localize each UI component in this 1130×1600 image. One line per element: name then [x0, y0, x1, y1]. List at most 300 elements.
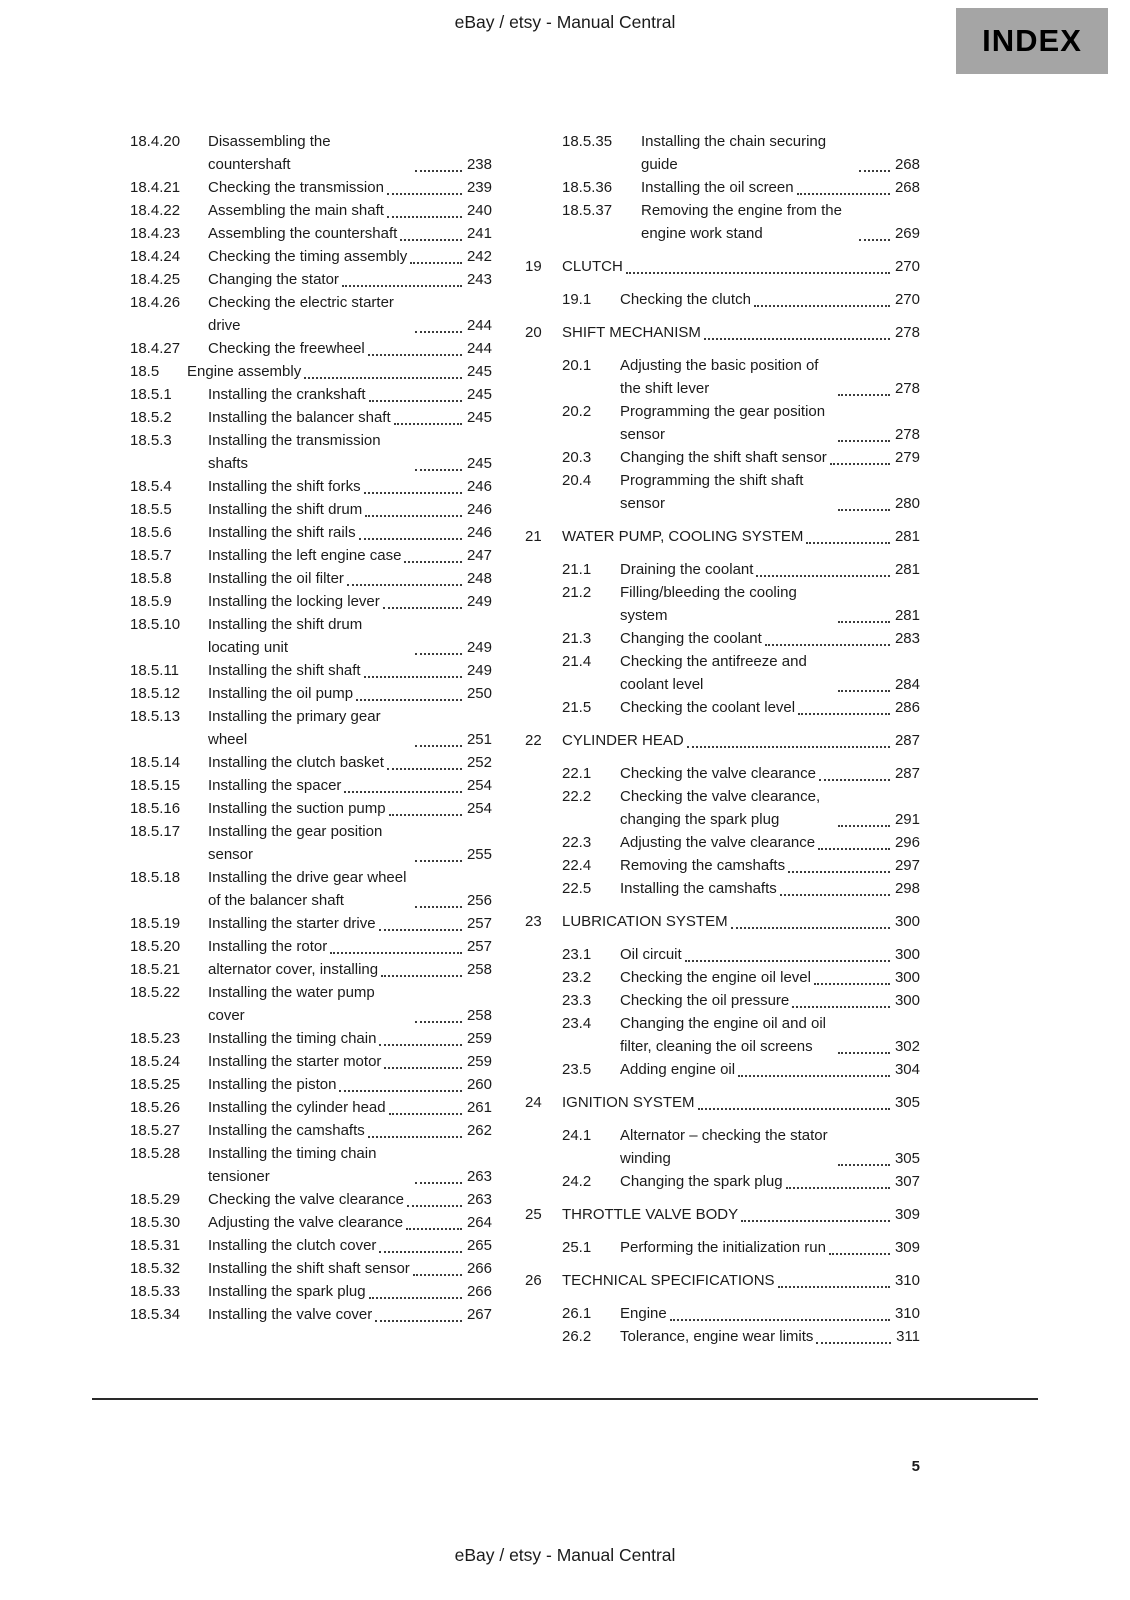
- toc-entry-body: [208, 1257, 492, 1280]
- footer-rule: [92, 1398, 1038, 1400]
- entry-page: 268: [894, 179, 920, 196]
- entry-number: 18.5.9: [130, 593, 172, 610]
- toc-entry: [130, 1211, 492, 1234]
- dot-leader: [685, 960, 890, 962]
- toc-entry-body: [620, 1170, 920, 1193]
- dot-leader: [394, 423, 462, 425]
- toc-entry: [562, 176, 920, 199]
- entry-page: 254: [466, 800, 492, 817]
- dot-leader: [797, 193, 890, 195]
- entry-page: 241: [466, 225, 492, 242]
- toc-entry-body: [620, 1058, 920, 1081]
- entry-number: 22.5: [562, 880, 592, 897]
- toc-entry: [562, 199, 920, 245]
- dot-leader: [798, 713, 890, 715]
- toc-entry: [130, 222, 492, 245]
- entry-title: Installing the valve cover: [208, 1306, 373, 1323]
- toc-entry-body: [620, 581, 920, 627]
- entry-title: Installing the oil pump: [208, 685, 354, 702]
- entry-title: Checking the valve clearance: [620, 765, 816, 782]
- toc-entry-body: [620, 400, 920, 446]
- entry-page: 281: [894, 607, 920, 624]
- toc-entry-body: [620, 877, 920, 900]
- entry-page: 297: [894, 857, 920, 874]
- dot-leader: [754, 305, 890, 307]
- entry-number: 18.5.25: [130, 1076, 181, 1093]
- toc-entry: [130, 475, 492, 498]
- toc-entry-body: [208, 268, 492, 291]
- toc-entry-body: [208, 199, 492, 222]
- toc-entry-body: [208, 337, 492, 360]
- entry-title: Installing the starter motor: [208, 1053, 382, 1070]
- entry-number: 22.4: [562, 857, 592, 874]
- entry-title: Assembling the main shaft: [208, 202, 384, 219]
- entry-number: 18.5.8: [130, 570, 172, 587]
- entry-page: 298: [894, 880, 920, 897]
- entry-number: 18.5.2: [130, 409, 172, 426]
- entry-title: Installing the water pump cover: [208, 984, 375, 1024]
- toc-entry-body: [620, 469, 920, 515]
- dot-leader: [765, 644, 890, 646]
- entry-number: 21: [525, 528, 542, 545]
- entry-number: 24.2: [562, 1173, 592, 1190]
- toc-entry-body: [208, 659, 492, 682]
- dot-leader: [859, 239, 890, 241]
- dot-leader: [415, 906, 462, 908]
- toc-entry: [562, 877, 920, 900]
- dot-leader: [415, 469, 462, 471]
- entry-page: 284: [894, 676, 920, 693]
- entry-title: alternator cover, installing: [208, 961, 379, 978]
- entry-number: 18.5.14: [130, 754, 181, 771]
- entry-title: Changing the stator: [208, 271, 339, 288]
- toc-entry: [130, 176, 492, 199]
- dot-leader: [838, 1164, 890, 1166]
- toc-entry-body: [208, 291, 492, 337]
- entry-number: 23.2: [562, 969, 592, 986]
- entry-number: 23.3: [562, 992, 592, 1009]
- dot-leader: [407, 1205, 462, 1207]
- entry-number: 18.4.21: [130, 179, 181, 196]
- entry-page: 258: [466, 961, 492, 978]
- dot-leader: [389, 1113, 462, 1115]
- entry-title: Installing the starter drive: [208, 915, 376, 932]
- entry-title: Checking the coolant level: [620, 699, 796, 716]
- toc-entry-body: [641, 130, 920, 176]
- entry-title: Filling/bleeding the cooling system: [620, 584, 797, 624]
- toc-entry-body: [562, 1091, 920, 1114]
- entry-page: 246: [466, 478, 492, 495]
- entry-page: 260: [466, 1076, 492, 1093]
- toc-entry: [130, 774, 492, 797]
- entry-number: 18.4.25: [130, 271, 181, 288]
- toc-entry-body: [208, 406, 492, 429]
- entry-number: 26.2: [562, 1328, 592, 1345]
- toc-entry: [562, 696, 920, 719]
- entry-page: 266: [466, 1283, 492, 1300]
- entry-number: 20.1: [562, 357, 592, 374]
- toc-entry: [525, 321, 920, 344]
- toc-entry: [130, 383, 492, 406]
- entry-number: 23: [525, 913, 542, 930]
- toc-entry: [562, 762, 920, 785]
- toc-entry: [130, 935, 492, 958]
- dot-leader: [359, 538, 462, 540]
- dot-leader: [838, 394, 890, 396]
- entry-page: 245: [466, 455, 492, 472]
- toc-entry-body: [187, 360, 492, 383]
- entry-title: CYLINDER HEAD: [562, 732, 684, 749]
- toc-entry-body: [208, 475, 492, 498]
- entry-page: 257: [466, 938, 492, 955]
- toc-entry: [130, 1073, 492, 1096]
- entry-number: 23.5: [562, 1061, 592, 1078]
- toc-entry: [130, 1142, 492, 1188]
- dot-leader: [415, 170, 462, 172]
- toc-entry-body: [208, 774, 492, 797]
- entry-title: Oil circuit: [620, 946, 682, 963]
- toc-entry-body: [620, 762, 920, 785]
- page-number: 5: [911, 1458, 920, 1475]
- toc-entry: [130, 544, 492, 567]
- toc-entry: [130, 521, 492, 544]
- toc-entry-body: [620, 446, 920, 469]
- toc-entry-body: [620, 831, 920, 854]
- entry-number: 21.3: [562, 630, 592, 647]
- entry-number: 18.5.29: [130, 1191, 181, 1208]
- entry-page: 239: [466, 179, 492, 196]
- entry-page: 304: [894, 1061, 920, 1078]
- dot-leader: [406, 1228, 462, 1230]
- dot-leader: [814, 983, 890, 985]
- toc-entry: [562, 1012, 920, 1058]
- dot-leader: [838, 825, 890, 827]
- dot-leader: [687, 746, 890, 748]
- entry-page: 291: [894, 811, 920, 828]
- entry-number: 18.5.21: [130, 961, 181, 978]
- toc-entry-body: [620, 943, 920, 966]
- entry-number: 22.3: [562, 834, 592, 851]
- entry-number: 18.4.24: [130, 248, 181, 265]
- dot-leader: [756, 575, 890, 577]
- dot-leader: [786, 1187, 890, 1189]
- entry-number: 21.4: [562, 653, 592, 670]
- dot-leader: [806, 542, 890, 544]
- toc-entry-body: [208, 176, 492, 199]
- entry-page: 281: [894, 561, 920, 578]
- entry-number: 18.5.5: [130, 501, 172, 518]
- dot-leader: [364, 492, 462, 494]
- index-badge: INDEX: [956, 8, 1108, 74]
- toc-entry: [562, 831, 920, 854]
- dot-leader: [415, 745, 462, 747]
- dot-leader: [670, 1319, 890, 1321]
- toc-entry-body: [208, 1119, 492, 1142]
- entry-number: 25.1: [562, 1239, 592, 1256]
- entry-title: WATER PUMP, COOLING SYSTEM: [562, 528, 804, 545]
- entry-title: Installing the chain securing guide: [641, 133, 827, 173]
- entry-page: 309: [894, 1206, 920, 1223]
- toc-entry: [130, 659, 492, 682]
- entry-number: 18.5.24: [130, 1053, 181, 1070]
- entry-page: 270: [894, 258, 920, 275]
- entry-page: 279: [894, 449, 920, 466]
- toc-entry-body: [208, 1188, 492, 1211]
- toc-entry-body: [208, 590, 492, 613]
- toc-entry: [562, 943, 920, 966]
- entry-page: 300: [894, 946, 920, 963]
- entry-title: Changing the engine oil and oil filter, cleaning the oil screens: [620, 1015, 826, 1055]
- dot-leader: [838, 690, 890, 692]
- dot-leader: [738, 1075, 890, 1077]
- entry-number: 21.5: [562, 699, 592, 716]
- toc-entry-body: [208, 1096, 492, 1119]
- dot-leader: [410, 262, 462, 264]
- entry-number: 18.5.28: [130, 1145, 181, 1162]
- entry-number: 18.5.37: [562, 202, 613, 219]
- toc-entry-body: [208, 1211, 492, 1234]
- entry-page: 254: [466, 777, 492, 794]
- entry-title: Installing the drive gear wheel of the balancer shaft: [208, 869, 407, 909]
- entry-title: Checking the transmission: [208, 179, 384, 196]
- entry-title: Installing the timing chain tensioner: [208, 1145, 377, 1185]
- dot-leader: [859, 170, 890, 172]
- entry-page: 305: [894, 1150, 920, 1167]
- toc-entry: [562, 785, 920, 831]
- entry-title: Installing the timing chain: [208, 1030, 377, 1047]
- dot-leader: [788, 871, 890, 873]
- toc-entry-body: [208, 958, 492, 981]
- dot-leader: [829, 1253, 890, 1255]
- toc-entry-body: [208, 544, 492, 567]
- entry-number: 26: [525, 1272, 542, 1289]
- dot-leader: [838, 621, 890, 623]
- dot-leader: [379, 1251, 462, 1253]
- dot-leader: [818, 848, 890, 850]
- toc-entry: [130, 820, 492, 866]
- entry-page: 287: [894, 765, 920, 782]
- entry-title: Installing the transmission shafts: [208, 432, 381, 472]
- toc-entry-body: [620, 288, 920, 311]
- toc-entry-body: [641, 199, 920, 245]
- toc-entry: [562, 1124, 920, 1170]
- dot-leader: [342, 285, 462, 287]
- entry-number: 18.5.11: [130, 662, 179, 679]
- entry-title: Checking the valve clearance: [208, 1191, 404, 1208]
- entry-page: 280: [894, 495, 920, 512]
- dot-leader: [626, 272, 890, 274]
- entry-title: Checking the timing assembly: [208, 248, 408, 265]
- entry-title: Installing the shift drum locating unit: [208, 616, 363, 656]
- header-title: eBay / etsy - Manual Central: [454, 12, 676, 32]
- toc-entry-body: [562, 1203, 920, 1226]
- entry-title: Removing the camshafts: [620, 857, 786, 874]
- entry-title: Installing the shift forks: [208, 478, 361, 495]
- entry-page: 287: [894, 732, 920, 749]
- entry-page: 244: [466, 317, 492, 334]
- entry-page: 300: [894, 969, 920, 986]
- dot-leader: [387, 768, 462, 770]
- toc-entry-body: [208, 705, 492, 751]
- entry-page: 250: [466, 685, 492, 702]
- entry-title: Installing the suction pump: [208, 800, 386, 817]
- dot-leader: [731, 927, 890, 929]
- dot-leader: [415, 1021, 462, 1023]
- entry-number: 19: [525, 258, 542, 275]
- toc-entry-body: [620, 1302, 920, 1325]
- dot-leader: [330, 952, 462, 954]
- entry-page: 268: [894, 156, 920, 173]
- toc-entry: [130, 613, 492, 659]
- entry-page: 263: [466, 1168, 492, 1185]
- toc-entry: [130, 751, 492, 774]
- entry-page: 278: [894, 426, 920, 443]
- entry-number: 18.5.15: [130, 777, 181, 794]
- entry-page: 278: [894, 380, 920, 397]
- toc-entry: [562, 581, 920, 627]
- entry-title: SHIFT MECHANISM: [562, 324, 701, 341]
- toc-entry-body: [620, 1012, 920, 1058]
- entry-title: Changing the coolant: [620, 630, 762, 647]
- entry-title: Installing the crankshaft: [208, 386, 366, 403]
- entry-page: 278: [894, 324, 920, 341]
- entry-page: 251: [466, 731, 492, 748]
- entry-number: 21.1: [562, 561, 592, 578]
- entry-number: 18.5.22: [130, 984, 181, 1001]
- entry-page: 281: [894, 528, 920, 545]
- toc-entry: [562, 1058, 920, 1081]
- entry-title: Installing the locking lever: [208, 593, 380, 610]
- entry-title: Installing the camshafts: [208, 1122, 365, 1139]
- dot-leader: [415, 653, 462, 655]
- entry-number: 26.1: [562, 1305, 592, 1322]
- entry-number: 18.5.31: [130, 1237, 181, 1254]
- dot-leader: [387, 216, 462, 218]
- entry-number: 18.5.34: [130, 1306, 181, 1323]
- entry-number: 24.1: [562, 1127, 592, 1144]
- toc-entry: [562, 558, 920, 581]
- entry-title: Draining the coolant: [620, 561, 754, 578]
- entry-page: 270: [894, 291, 920, 308]
- dot-leader: [413, 1274, 462, 1276]
- toc-entry: [130, 1119, 492, 1142]
- toc-entry: [130, 268, 492, 291]
- entry-number: 18.5.23: [130, 1030, 181, 1047]
- toc-entry: [562, 1325, 920, 1348]
- entry-title: Adjusting the valve clearance: [208, 1214, 404, 1231]
- entry-title: Tolerance, engine wear limits: [620, 1328, 814, 1345]
- toc-entry: [130, 958, 492, 981]
- entry-title: Checking the electric starter drive: [208, 294, 394, 334]
- toc-entry-body: [208, 981, 492, 1027]
- dot-leader: [387, 193, 462, 195]
- entry-title: Programming the shift shaft sensor: [620, 472, 804, 512]
- dot-leader: [344, 791, 462, 793]
- toc-entry: [130, 590, 492, 613]
- entry-page: 246: [466, 524, 492, 541]
- entry-number: 18.5.13: [130, 708, 181, 725]
- dot-leader: [368, 1136, 462, 1138]
- entry-page: 307: [894, 1173, 920, 1190]
- entry-title: Installing the clutch basket: [208, 754, 384, 771]
- entry-title: Installing the shift shaft sensor: [208, 1260, 410, 1277]
- toc-entry: [130, 360, 492, 383]
- toc-entry: [130, 1280, 492, 1303]
- toc-entry: [130, 130, 492, 176]
- entry-title: Alternator – checking the stator winding: [620, 1127, 828, 1167]
- toc-entry-body: [208, 935, 492, 958]
- entry-page: 240: [466, 202, 492, 219]
- toc-entry-body: [562, 910, 920, 933]
- entry-number: 18.5: [130, 363, 160, 380]
- entry-title: Checking the antifreeze and coolant level: [620, 653, 807, 693]
- dot-leader: [830, 463, 890, 465]
- toc-entry: [525, 1091, 920, 1114]
- entry-page: 246: [466, 501, 492, 518]
- dot-leader: [356, 699, 462, 701]
- toc-entry-body: [620, 354, 920, 400]
- toc-entry: [130, 1188, 492, 1211]
- toc-entry: [525, 1203, 920, 1226]
- footer-title: eBay / etsy - Manual Central: [454, 1545, 676, 1565]
- dot-leader: [415, 331, 462, 333]
- toc-entry: [130, 291, 492, 337]
- toc-entry: [130, 797, 492, 820]
- dot-leader: [792, 1006, 890, 1008]
- entry-number: 18.5.16: [130, 800, 181, 817]
- toc-entry: [130, 1303, 492, 1326]
- entry-number: 18.5.33: [130, 1283, 181, 1300]
- entry-title: Installing the shift drum: [208, 501, 363, 518]
- entry-number: 19.1: [562, 291, 592, 308]
- dot-leader: [704, 338, 890, 340]
- toc-entry-body: [562, 729, 920, 752]
- toc-entry-body: [208, 866, 492, 912]
- dot-leader: [415, 1182, 462, 1184]
- toc-entry: [130, 981, 492, 1027]
- entry-title: Assembling the countershaft: [208, 225, 398, 242]
- entry-page: 265: [466, 1237, 492, 1254]
- toc-entry: [130, 682, 492, 705]
- toc-entry-body: [208, 1073, 492, 1096]
- toc-entry: [562, 989, 920, 1012]
- toc-entry-body: [620, 1236, 920, 1259]
- toc-column-left: [130, 130, 492, 1326]
- entry-title: Performing the initialization run: [620, 1239, 826, 1256]
- toc-entry-body: [620, 989, 920, 1012]
- toc-entry-body: [620, 627, 920, 650]
- dot-leader: [415, 860, 462, 862]
- entry-title: Installing the clutch cover: [208, 1237, 377, 1254]
- entry-page: 296: [894, 834, 920, 851]
- toc-entry-body: [208, 130, 492, 176]
- toc-entry-body: [620, 785, 920, 831]
- toc-entry-body: [208, 1142, 492, 1188]
- toc-entry-body: [208, 1234, 492, 1257]
- toc-entry: [130, 912, 492, 935]
- entry-page: 310: [894, 1272, 920, 1289]
- toc-entry-body: [208, 1303, 492, 1326]
- entry-number: 18.4.23: [130, 225, 181, 242]
- entry-page: 252: [466, 754, 492, 771]
- entry-number: 20.4: [562, 472, 592, 489]
- entry-number: 18.4.22: [130, 202, 181, 219]
- toc-entry-body: [208, 751, 492, 774]
- toc-entry: [525, 729, 920, 752]
- entry-page: 302: [894, 1038, 920, 1055]
- toc-entry-body: [562, 255, 920, 278]
- dot-leader: [383, 607, 462, 609]
